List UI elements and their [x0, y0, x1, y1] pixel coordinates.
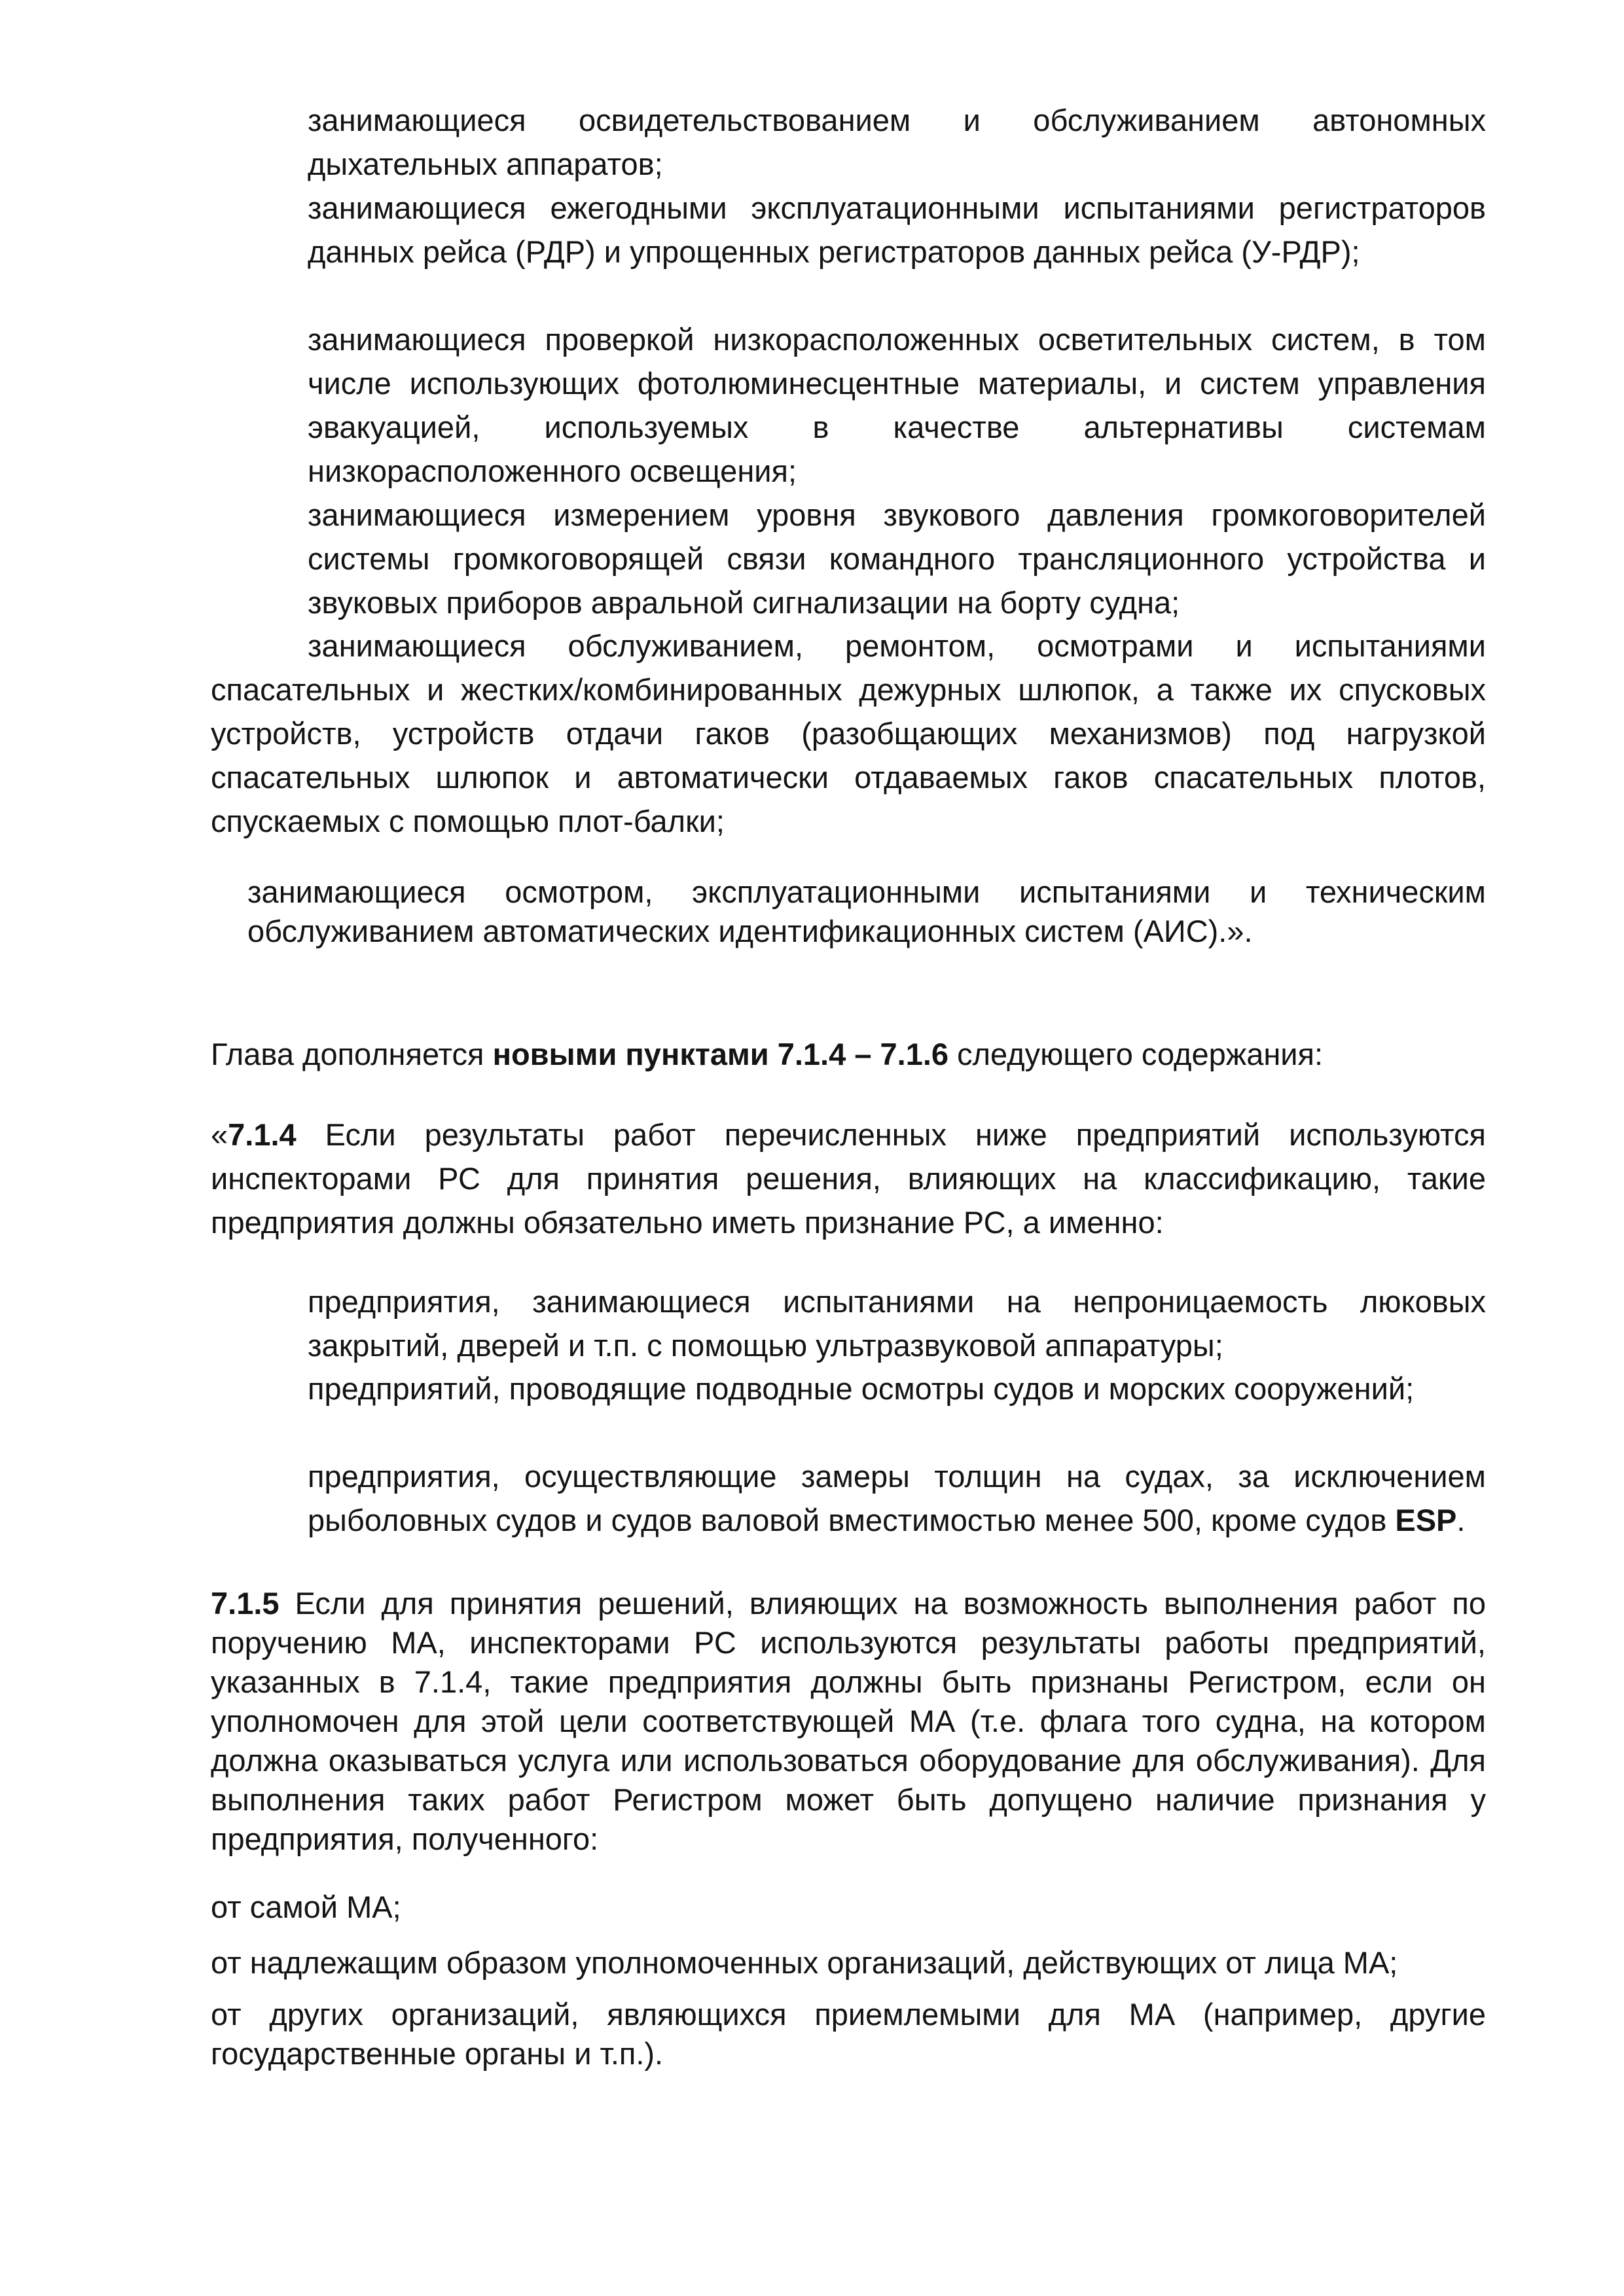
list-item-sound-pressure: занимающиеся измерением уровня звукового давления громкоговорителей системы громкоговорящей связи командного трансляционного устройства и звуковых приборов авральной сигнализации на борту судна;: [308, 497, 1486, 620]
list-item-ais: занимающиеся осмотром, эксплуатационными испытаниями и техническим обслуживанием автоматических идентификационных систем (АИС).».: [247, 874, 1486, 948]
chapter-text-after: следующего содержания:: [948, 1037, 1324, 1071]
esp-label: ESP: [1395, 1503, 1457, 1537]
list-item-breathing-apparatus: занимающиеся освидетельствованием и обслуживанием автономных дыхательных аппаратов;: [308, 103, 1486, 181]
paragraph-number-7-1-4: 7.1.4: [228, 1117, 297, 1152]
list-item-lighting-systems: занимающиеся проверкой низкорасположенных осветительных систем, в том числе использующих фотолюминесцентные материалы, и систем управления эвакуацией, используемых в качестве альтернативы системам низкорасположенного освещения;: [308, 322, 1486, 488]
chapter-new-items: новыми пунктами 7.1.4 – 7.1.6: [492, 1037, 949, 1071]
chapter-text-before: Глава дополняется: [211, 1037, 493, 1071]
list-item-underwater-surveys: предприятий, проводящие подводные осмотры судов и морских сооружений;: [308, 1371, 1415, 1406]
thickness-tail: .: [1456, 1503, 1466, 1537]
paragraph-number-7-1-5: 7.1.5: [211, 1586, 280, 1621]
list-item-ultrasonic-testing: предприятия, занимающиеся испытаниями на непроницаемость люковых закрытий, дверей и т.п. с помощью ультразвуковой аппаратуры;: [308, 1284, 1486, 1363]
paragraph-7-1-4-text: Если результаты работ перечисленных ниже предприятий используются инспекторами РС для принятия решения, влияющих на классификацию, такие предприятия должны обязательно иметь признание РС, а именно:: [211, 1117, 1486, 1240]
list-item-thickness-measurements: [308, 1454, 1486, 1542]
paragraph-7-1-4: [211, 1113, 1486, 1244]
paragraph-7-1-5-text: Если для принятия решений, влияющих на возможность выполнения работ по поручению МА, инспекторами РС используются результаты работы предприятий, указанных в 7.1.4, такие предприятия должны быть признаны Регистром, если он уполномочен для этой цели соответствующей МА (т.е. флага того судна, на котором должна оказываться услуга или использоваться оборудование для обслуживания). Для выполнения таких работ Регистром может быть допущено наличие признания у предприятия, полученного:: [211, 1586, 1486, 1856]
recognition-source-flag-state: от самой МА;: [211, 1890, 401, 1924]
list-item-vdr-testing: занимающиеся ежегодными эксплуатационными испытаниями регистраторов данных рейса (РДР) и упрощенных регистраторов данных рейса (У-РДР);: [308, 190, 1486, 269]
recognition-source-other-orgs: от других организаций, являющихся приемлемыми для МА (например, другие государственные органы и т.п.).: [211, 1997, 1486, 2071]
list-item-lifeboats: занимающиеся обслуживанием, ремонтом, осмотрами и испытаниями спасательных и жестких/комбинированных дежурных шлюпок, а также их спусковых устройств, устройств отдачи гаков (разобщающих механизмов) под нагрузкой спасательных шлюпок и автоматически отдаваемых гаков спасательных плотов, спускаемых с помощью плот-балки;: [211, 628, 1486, 838]
opening-quote: «: [211, 1117, 228, 1152]
recognition-source-authorized-orgs: от надлежащим образом уполномоченных организаций, действующих от лица МА;: [211, 1945, 1398, 1980]
thickness-text: предприятия, осуществляющие замеры толщин на судах, за исключением рыболовных судов и судов валовой вместимостью менее 500, кроме судов: [308, 1459, 1486, 1537]
paragraph-7-1-5: [211, 1584, 1486, 1859]
chapter-amendment-line: [211, 1032, 1486, 1076]
